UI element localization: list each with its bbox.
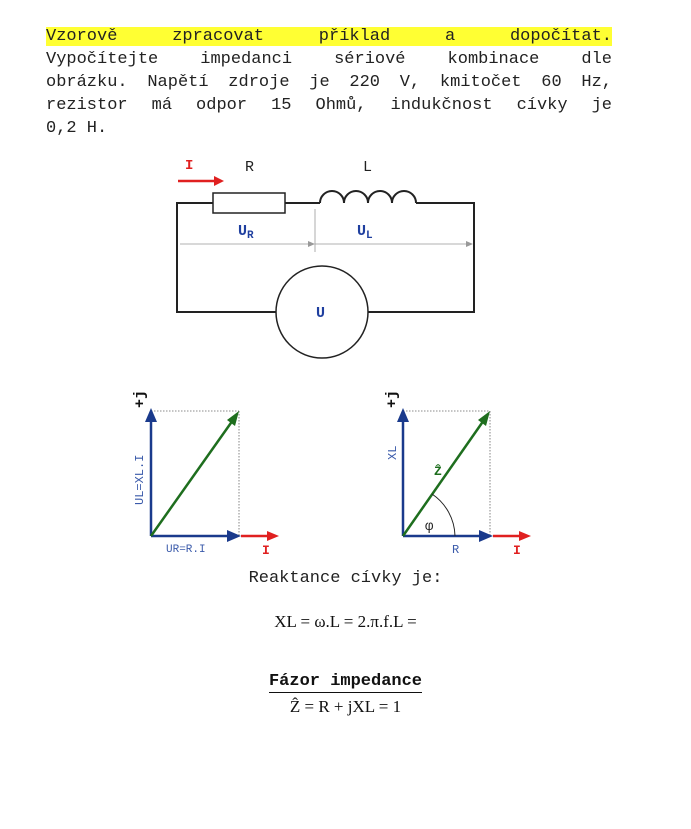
ul-label: $U_L$ <box>357 223 373 242</box>
z-label: Ẑ <box>434 464 442 479</box>
current-axis-label-z: I <box>513 543 521 558</box>
circuit-diagram <box>0 0 691 370</box>
intro-line-5: 0,2 H. <box>46 119 108 138</box>
ul-axis-label: UL=XL.I <box>133 454 147 505</box>
current-arrow-head <box>214 176 224 186</box>
phi-label: φ <box>425 519 434 535</box>
xl-axis-label: XL <box>386 445 400 460</box>
axis-j-label: +j <box>132 389 149 408</box>
current-axis-z-head <box>519 531 531 541</box>
inductor-coil <box>320 191 416 203</box>
resistor <box>213 193 285 213</box>
imag-axis-z-head <box>397 408 409 422</box>
intro-line-3: obrázku. Napětí zdroje je 220 V, kmitočet 60 Hz, <box>46 73 612 92</box>
ur-axis-label: UR=R.I <box>166 544 206 556</box>
intro-line-2: Vypočítejte impedanci sériové kombinace dle <box>46 50 612 69</box>
voltage-arrow-ur-head <box>308 241 315 247</box>
reactance-caption: Reaktance cívky je: <box>248 569 443 588</box>
source-label: U <box>316 305 326 322</box>
current-axis-label: I <box>262 543 270 558</box>
impedance-phasor <box>403 420 484 536</box>
impedance-phasor-diagram <box>0 380 691 580</box>
phi-arc <box>432 494 455 536</box>
impedance-heading <box>0 672 691 691</box>
axis-j-label-z: +j <box>384 389 401 408</box>
highlighted-instruction: Vzorově zpracovat příklad a dopočítat. <box>46 27 612 46</box>
real-axis-r-head <box>479 530 493 542</box>
impedance-formula: Ẑ = R + jXL = 1 <box>289 697 402 716</box>
intro-line-4: rezistor má odpor 15 Ohmů, indukčnost cívky je <box>46 96 612 115</box>
impedance-phasor-head <box>478 411 490 426</box>
reactance-formula: XL = ω.L = 2.π.f.L = <box>274 612 417 631</box>
r-axis-label: R <box>452 543 460 557</box>
resistor-label: R <box>245 159 255 176</box>
voltage-arrow-ul-head <box>466 241 473 247</box>
impedance-heading-text: Fázor impedance <box>268 672 423 691</box>
ur-label: $U_R$ <box>238 223 254 242</box>
inductor-label: L <box>363 159 373 176</box>
current-label: I <box>185 158 194 174</box>
